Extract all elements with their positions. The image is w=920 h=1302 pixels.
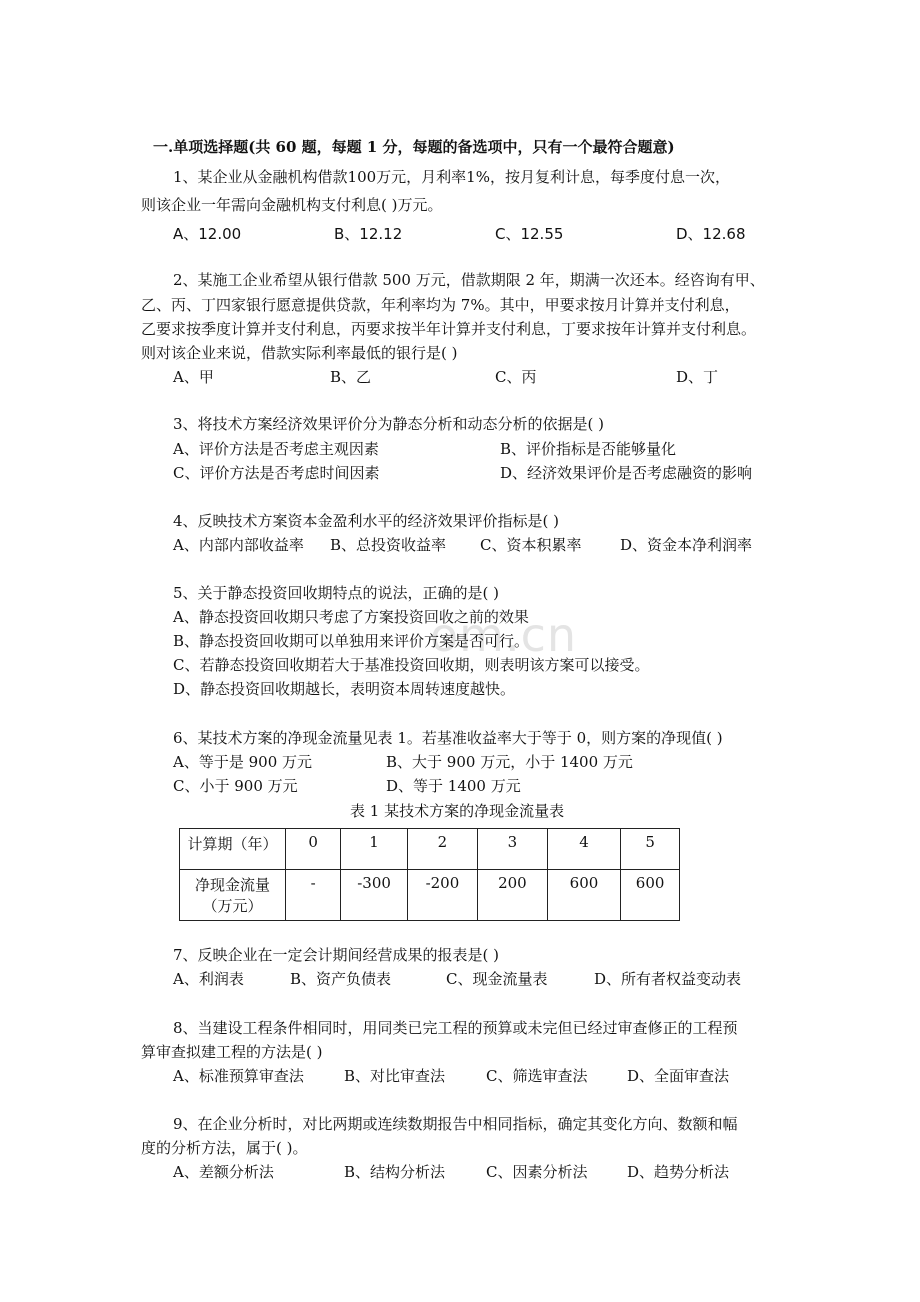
q1-option-a: A、12.00 <box>173 225 242 243</box>
q1-option-b: B、12.12 <box>334 225 403 243</box>
table-cell-period: 3 <box>478 829 548 870</box>
q5-stem: 5、关于静态投资回收期特点的说法，正确的是( ) <box>173 584 500 602</box>
q2-stem-line1: 2、某施工企业希望从银行借款 500 万元，借款期限 2 年，期满一次还本。经咨询有甲、 <box>173 271 765 289</box>
q9-stem-line1: 9、在企业分析时，对比两期或连续数期报告中相同指标，确定其变化方向、数额和幅 <box>173 1115 738 1133</box>
section-title: 一.单项选择题(共 60 题，每题 1 分，每题的备选项中，只有一个最符合题意) <box>153 138 675 156</box>
q3-option-b: B、评价指标是否能够量化 <box>500 440 677 458</box>
q7-option-c: C、现金流量表 <box>446 970 548 988</box>
q9-option-d: D、趋势分析法 <box>627 1163 730 1181</box>
table-row-flows <box>180 870 680 921</box>
table-header-flow-label: 净现金流量 <box>194 876 270 894</box>
q3-option-a: A、评价方法是否考虑主观因素 <box>173 440 379 458</box>
q5-option-b: B、静态投资回收期可以单独用来评价方案是否可行。 <box>173 632 530 650</box>
q4-option-b: B、总投资收益率 <box>330 536 447 554</box>
q9-option-a: A、差额分析法 <box>173 1163 274 1181</box>
q1-option-d: D、12.68 <box>676 225 746 243</box>
table-row-periods <box>180 829 680 870</box>
q2-option-c: C、丙 <box>495 368 537 386</box>
table-cell-period: 2 <box>407 829 477 870</box>
q2-stem-line4: 则对该企业来说，借款实际利率最低的银行是( ) <box>141 344 458 362</box>
table-caption: 表 1 某技术方案的净现金流量表 <box>350 802 565 820</box>
table-cell-flow: - <box>285 870 340 921</box>
table-cell-period: 5 <box>621 829 680 870</box>
q4-stem: 4、反映技术方案资本金盈利水平的经济效果评价指标是( ) <box>173 512 560 530</box>
table-cell-period: 0 <box>285 829 340 870</box>
q8-stem-line2: 算审查拟建工程的方法是( ) <box>141 1043 323 1061</box>
q1-stem-line1: 1、某企业从金融机构借款100万元，月利率1%，按月复利计息，每季度付息一次， <box>173 168 730 186</box>
q9-option-c: C、因素分析法 <box>486 1163 588 1181</box>
table-cell-flow: 200 <box>478 870 548 921</box>
table-cell-flow: 600 <box>621 870 680 921</box>
q7-option-d: D、所有者权益变动表 <box>594 970 742 988</box>
q2-stem-line3: 乙要求按季度计算并支付利息，丙要求按半年计算并支付利息，丁要求按年计算并支付利息。 <box>141 320 757 338</box>
q3-stem: 3、将技术方案经济效果评价分为静态分析和动态分析的依据是( ) <box>173 415 605 433</box>
q3-option-d: D、经济效果评价是否考虑融资的影响 <box>500 464 753 482</box>
q7-option-a: A、利润表 <box>173 970 244 988</box>
q7-stem: 7、反映企业在一定会计期间经营成果的报表是( ) <box>173 946 500 964</box>
q9-stem-line2: 度的分析方法，属于( )。 <box>141 1139 308 1157</box>
cash-flow-table <box>179 828 680 921</box>
q5-option-c: C、若静态投资回收期若大于基准投资回收期，则表明该方案可以接受。 <box>173 656 650 674</box>
table-header-flow-unit: （万元） <box>202 897 263 915</box>
q2-option-b: B、乙 <box>330 368 372 386</box>
q1-stem-line2: 则该企业一年需向金融机构支付利息( )万元。 <box>141 196 443 214</box>
q4-option-c: C、资本积累率 <box>480 536 582 554</box>
table-cell-flow: -300 <box>341 870 408 921</box>
q6-option-a: A、等于是 900 万元 <box>173 753 312 771</box>
q8-option-a: A、标准预算审查法 <box>173 1067 304 1085</box>
q8-option-d: D、全面审查法 <box>627 1067 730 1085</box>
table-cell-flow: 600 <box>547 870 620 921</box>
q8-option-c: C、筛选审查法 <box>486 1067 588 1085</box>
q1-option-c: C、12.55 <box>495 225 564 243</box>
q4-option-d: D、资金本净利润率 <box>620 536 753 554</box>
q5-option-d: D、静态投资回收期越长，表明资本周转速度越快。 <box>173 680 516 698</box>
q6-option-c: C、小于 900 万元 <box>173 777 298 795</box>
q5-option-a: A、静态投资回收期只考虑了方案投资回收之前的效果 <box>173 608 529 626</box>
table-cell-period: 1 <box>341 829 408 870</box>
q2-option-d: D、丁 <box>676 368 719 386</box>
q8-stem-line1: 8、当建设工程条件相同时，用同类已完工程的预算或未完但已经过审查修正的工程预 <box>173 1019 738 1037</box>
q8-option-b: B、对比审查法 <box>344 1067 446 1085</box>
q6-option-b: B、大于 900 万元，小于 1400 万元 <box>386 753 633 771</box>
q6-stem: 6、某技术方案的净现金流量见表 1。若基准收益率大于等于 0，则方案的净现值( ) <box>173 729 723 747</box>
table-header-period: 计算期（年） <box>180 829 286 870</box>
q4-option-a: A、内部内部收益率 <box>173 536 304 554</box>
q2-stem-line2: 乙、丙、丁四家银行愿意提供贷款，年利率均为 7%。其中，甲要求按月计算并支付利息， <box>141 296 740 314</box>
table-cell-flow: -200 <box>407 870 477 921</box>
q3-option-c: C、评价方法是否考虑时间因素 <box>173 464 380 482</box>
watermark: om.cn <box>430 608 578 662</box>
q6-option-d: D、等于 1400 万元 <box>386 777 521 795</box>
table-cell-period: 4 <box>547 829 620 870</box>
q9-option-b: B、结构分析法 <box>344 1163 446 1181</box>
q2-option-a: A、甲 <box>173 368 214 386</box>
q7-option-b: B、资产负债表 <box>290 970 392 988</box>
table-header-flow <box>180 870 286 921</box>
